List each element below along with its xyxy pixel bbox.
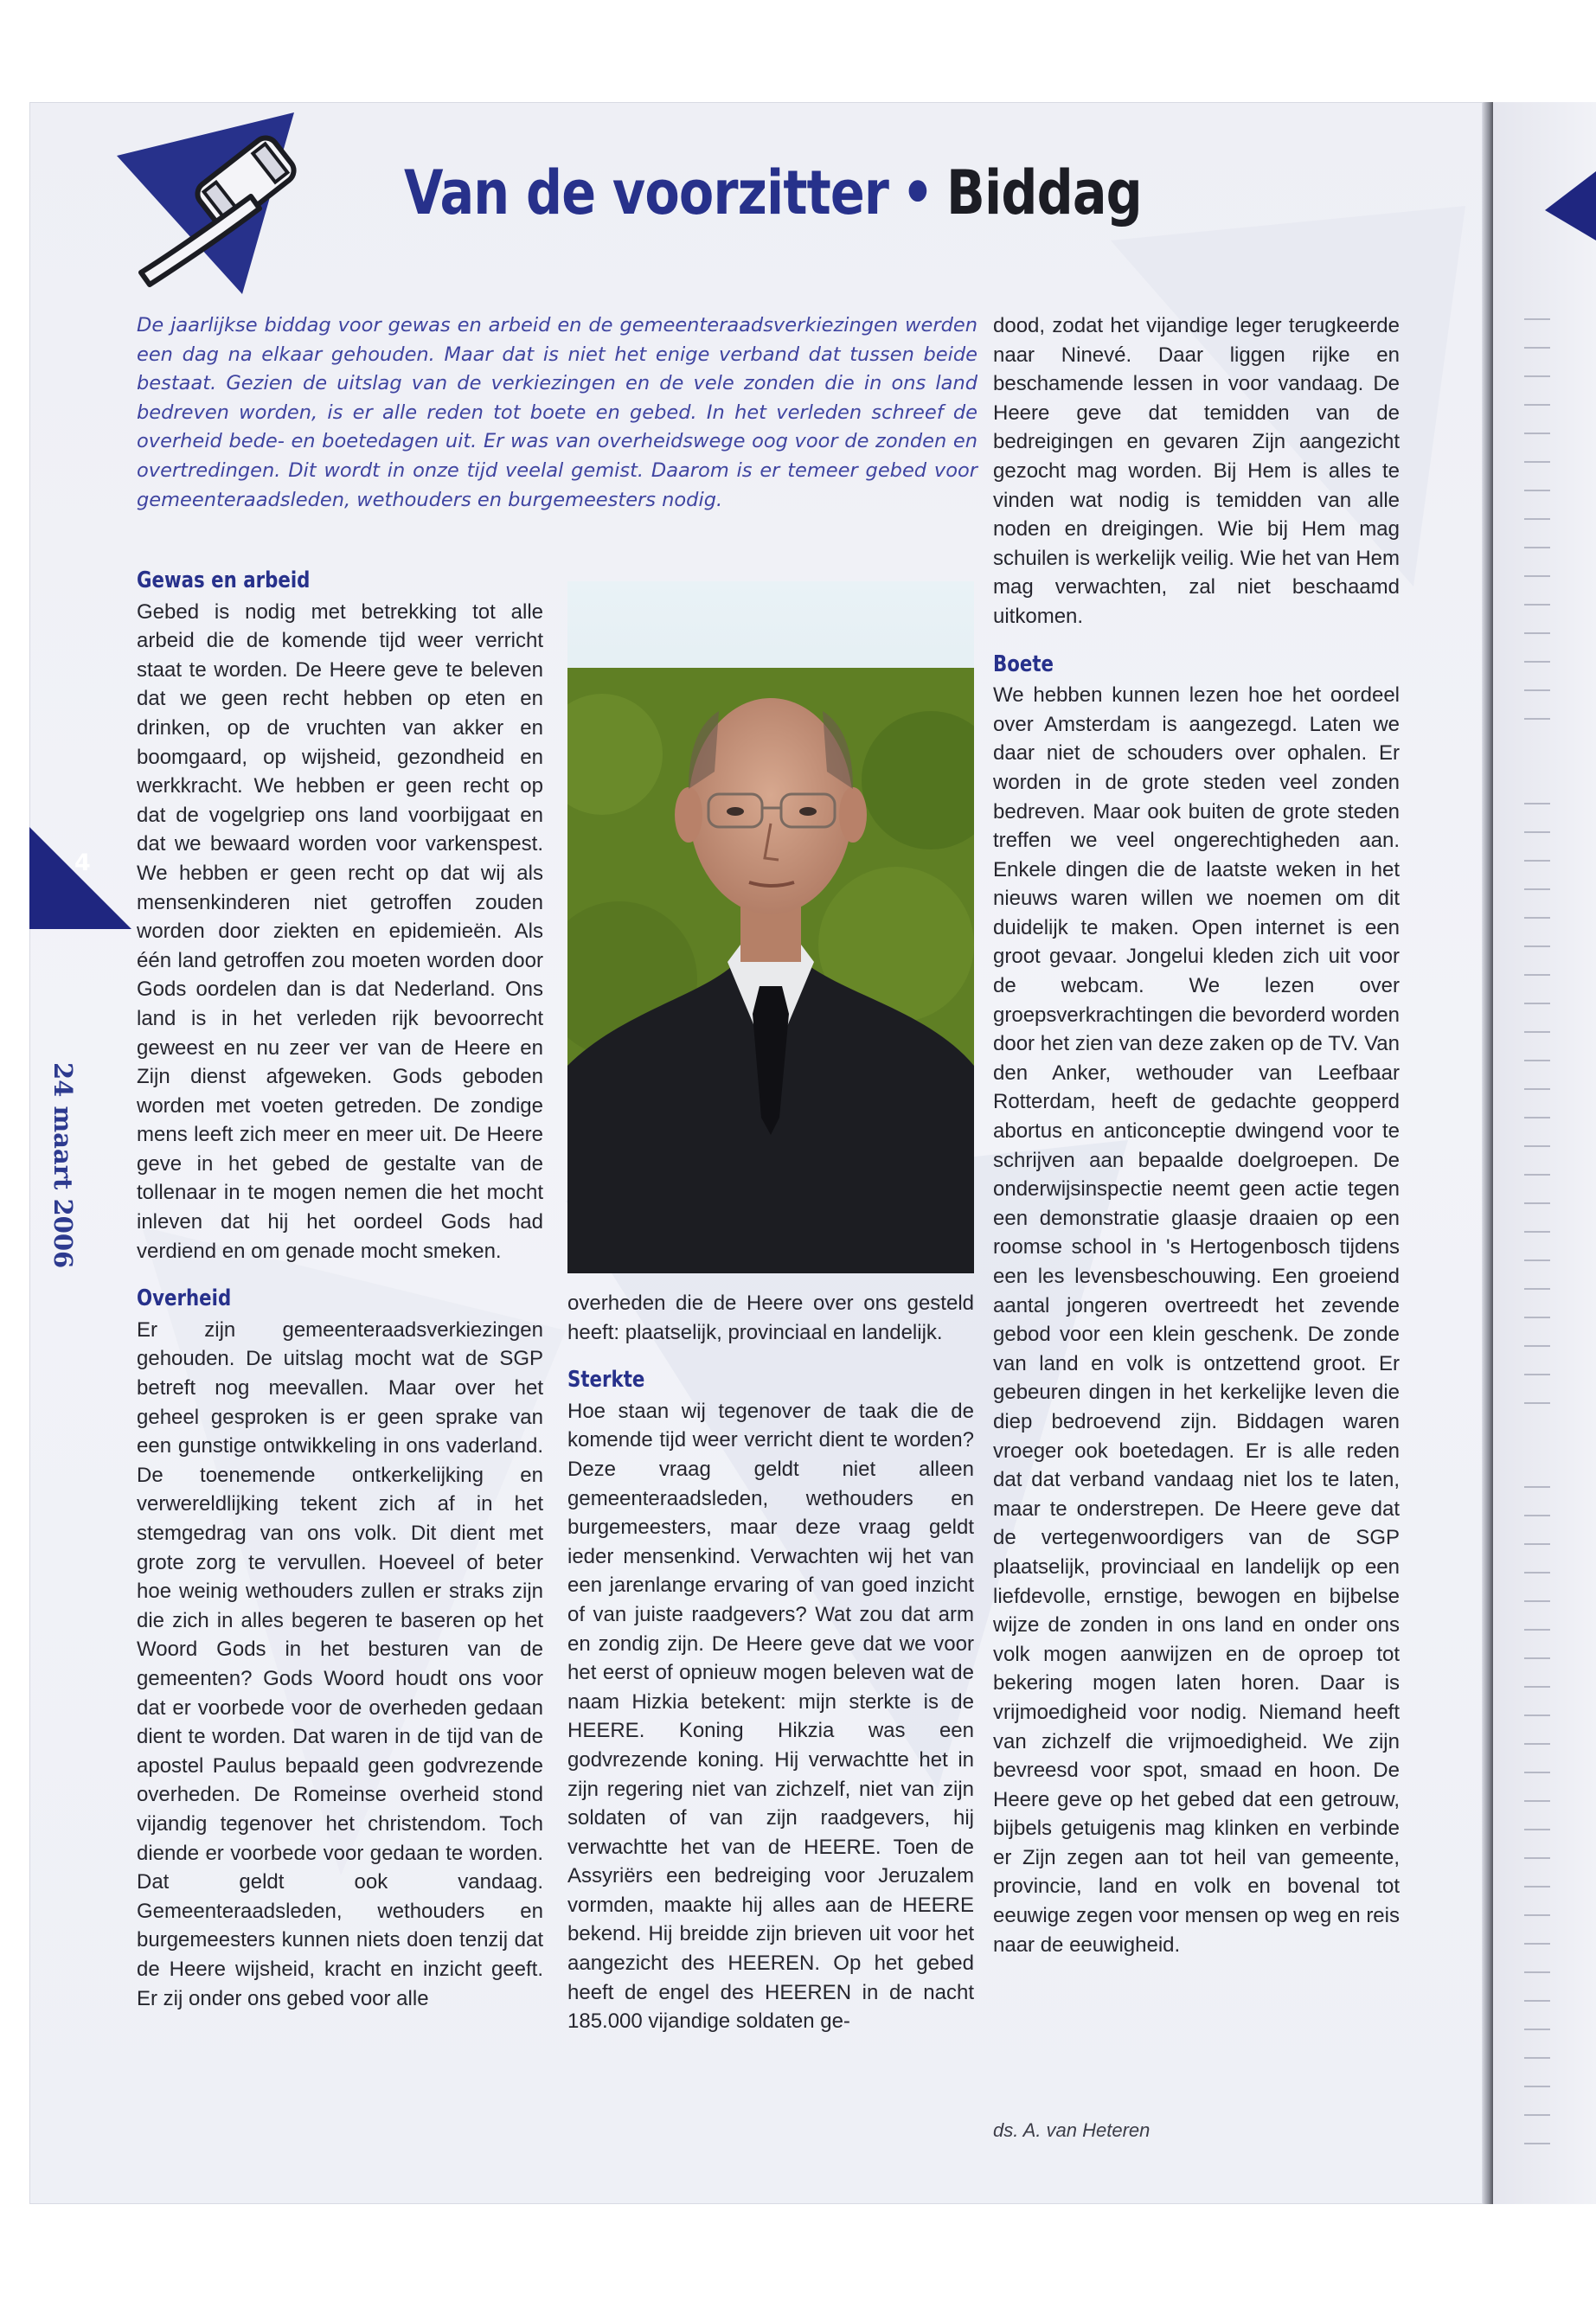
section-heading-overheid: Overheid: [137, 1285, 232, 1312]
section-text-overheid-cont: overheden die de Heere over ons gesteld heeft: plaatselijk, provinciaal en landelijk.: [567, 1292, 974, 1344]
next-page-edge: [1493, 102, 1596, 2204]
column-left: [137, 567, 543, 2013]
section-text-sterkte: Hoe staan wij tegenover de taak die de komende tijd weer verricht dient te worden? Deze vraag geldt niet alleen gemeenteraadsleden, wethouders en burgemeesters, maar deze vraag geldt ieder mensenkind. Verwachten wij het van een jarenlange ervaring of van goed inzicht of van juiste raadgevers? Wat zou dat arm en zondig zijn. De Heere geve dat we voor het eerst of opnieuw mogen beleven wat de naam Hizkia betekent: mijn sterkte is de HEERE. Koning Hikzia was een godvrezende koning. Hij verwachtte het in zijn regering niet van zichzelf, niet van zijn soldaten of van zijn raadgevers, hij verwachtte het van de HEERE. Toen de Assyriërs een bedreiging voor Jeruzalem vormden, maakte hij alles aan de HEERE bekend. Hij breidde zijn brieven uit voor het aangezicht des HEEREN. Op het gebed heeft de engel des HEEREN in de nacht 185.000 vijandige soldaten ge-: [567, 1399, 974, 2034]
issue-date: 24 maart 2006: [48, 1062, 78, 1269]
section-text-boete: We hebben kunnen lezen hoe het oordeel over Amsterdam is aangezegd. Laten we daar niet de schouders over ophalen. Er worden in de grote steden veel zonden bedreven. Maar ook buiten de grote steden treffen we veel ongerechtigheden aan. Enkele dingen die de laatste weken in het nieuws waren willen we noemen om dit duidelijk te maken. Open internet is een groot gevaar. Jongelui kleden zich uit voor de webcam. We lezen over groepsverkrachtingen die bevorderd worden door het zien van deze zaken op de TV. Van den Anker, wethouder van Leefbaar Rotterdam, heeft de gedachte geopperd abortus en anticonceptie dwingend voor te schrijven aan bepaalde doelgroepen. De onderwijsinspectie neemt geen actie tegen een demonstratie glaasje draaien op een roomse school in 's Hertogenbosch tijdens een les levensbeschouwing. Een groeiend aantal jongeren overtreedt het zevende gebod voor een klein geschenk. De zonde van land en volk is ontzettend groot. Er gebeuren dingen in het kerkelijke leven die diep bedroevend zijn. Biddagen waren vroeger ook boetedagen. Er is alle reden dat dat verband vandaag niet los te laten, maar te onderstrepen. De Heere geve dat de vertegenwoordigers van de SGP plaatselijk, provinciaal en landelijk op een liefdevolle, ernstige, bewogen en bijbelse wijze de zonden in ons land en onder ons volk mogen aanwijzen en de oproep tot bekering mogen laten horen. Daar is vrijmoedigheid voor nodig. Niemand heeft van zichzelf die vrijmoedigheid. We zijn bevreesd voor spot, smaad en hoon. De Heere geve op het gebed dat een getrouw, bijbels getuigenis mag klinken en verbinde er Zijn zegen aan tot heil van gemeente, provincie, land en volk en bovenal tot eeuwige zegen voor mensen op weg en reis naar de eeuwigheid.: [993, 683, 1400, 1957]
gavel-icon: [108, 108, 359, 298]
portrait-photo: [567, 581, 974, 1273]
author-signature: ds. A. van Heteren: [993, 2119, 1151, 2141]
column-right: [993, 311, 1400, 1959]
intro-paragraph: De jaarlijkse biddag voor gewas en arbeid en de gemeenteraadsverkiezingen werden een dag na elkaar gehouden. Maar dat is niet het enige verband dat tussen beide bestaat. Gezien de uitslag van de verkiezingen en de vele zonden die in ons land bedreven worden, is er alle reden tot boete en gebed. In het verleden schreef de overheid bede- en boetedagen uit. Er was van overheidswege oog voor de zonden en overtredingen. Dit wordt in onze tijd veelal gemist. Daarom is er temeer gebed voor gemeenteraadsleden, wethouders en burgemeesters nodig.: [137, 314, 977, 511]
column-middle: [567, 1289, 974, 2036]
section-heading-gewas: Gewas en arbeid: [137, 567, 311, 593]
title-main: Van de voorzitter: [404, 157, 889, 228]
section-heading-sterkte: Sterkte: [567, 1367, 645, 1394]
page-spine: [1483, 102, 1493, 2204]
section-text-gewas: Gebed is nodig met betrekking tot alle arbeid die de komende tijd weer verricht staat te worden. De Heere geve te beleven dat we geen recht hebben op eten en drinken, op de vruchten van akker en boomgaard, op wijsheid, gezondheid en werkkracht. We hebben er geen recht op dat de vogelgriep ons land voorbijgaat en dat we bewaard worden voor varkenspest. We hebben er geen recht op dat wij als mensenkinderen niet getroffen zouden worden door ziekten en epidemieën. Als één land getroffen zou moeten worden door Gods oordelen dan is dat Nederland. Ons land is in het verleden rijk bevoorrecht geweest en nu zeer ver van de Heere en Zijn dienst afgeweken. Gods geboden worden met voeten getreden. De zondige mens leeft zich meer en meer uit. De Heere geve in het gebed de gestalte van de tollenaar in te mogen nemen die het mocht inleven dat hij het oordeel Gods had verdiend en om genade mocht smeken.: [137, 599, 543, 1263]
section-heading-boete: Boete: [993, 651, 1054, 677]
page-number: 4: [74, 849, 91, 876]
page-tab-marker: [29, 827, 142, 948]
title-separator: •: [901, 157, 933, 228]
title-sub: Biddag: [946, 157, 1142, 228]
section-text-overheid: Er zijn gemeenteraadsverkiezingen gehouden. De uitslag mocht wat de SGP betreft nog meevallen. Maar over het geheel gesproken is er geen sprake van een gunstige ontwikkeling in ons vaderland. De toenemende ontkerkelijking en verwereldlijking tekent zich af in het stemgedrag van ons volk. Dit dient met grote zorg te vervullen. Hoeveel of beter hoe weinig wethouders zullen er straks zijn die zich in alles begeren te baseren op het Woord Gods in het besturen van de gemeenten? Gods Woord houdt ons voor dat er voorbede voor de overheden gedaan dient te worden. Dat waren in de tijd van de apostel Paulus bepaald geen godvrezende overheden. De Romeinse overheid stond vijandig tegenover het christendom. Toch diende er voorbede voor gedaan te worden. Dat geldt ook vandaag. Gemeenteraadsleden, wethouders en burgemeesters kunnen niets doen tenzij dat de Heere wijsheid, kracht en inzicht geeft. Er zij onder ons gebed voor alle: [137, 1317, 543, 2010]
page-title: [404, 157, 1142, 228]
next-page-triangle: [1493, 154, 1596, 258]
section-text-sterkte-cont: dood, zodat het vijandige leger terugkeerde naar Ninevé. Daar liggen rijke en beschamende lessen in voor vandaag. De Heere geve dat temidden van de bedreigingen en gevaren Zijn aangezicht gezocht mag worden. Bij Hem is alles te vinden wat nodig is temidden van alle noden en dreigingen. Wie bij Hem mag schuilen is werkelijk veilig. Wie het van Hem mag verwachten, zal niet beschaamd uitkomen.: [993, 314, 1400, 628]
